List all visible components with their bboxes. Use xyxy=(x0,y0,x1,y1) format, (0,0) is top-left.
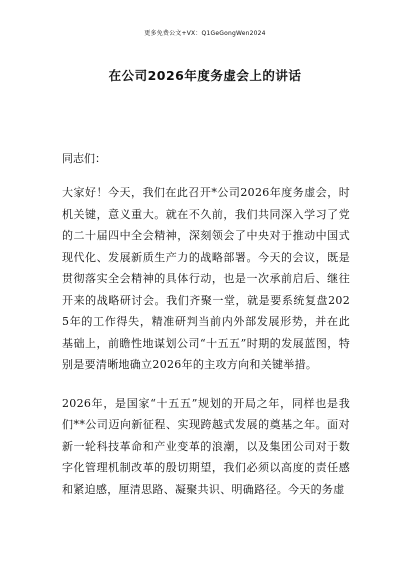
document-title: 在公司2026年度务虚会上的讲话 xyxy=(108,68,302,83)
paragraph: 2026年，是国家“十五五”规划的开局之年，同样也是我们**公司迈向新征程、实现跨越式发展的奠基之年。面对新一轮科技革命和产业变革的浪潮，以及集团公司对于数字化管理机制改革的殷切期望，我们必须以高度的责任感和紧迫感，厘清思路、凝聚共识、明确路径。今天的务虚 xyxy=(62,396,350,496)
document-body xyxy=(62,182,350,517)
salutation: 同志们： xyxy=(62,152,106,165)
header-note: 更多免费公文+VX：Q1GeGongWen2024 xyxy=(144,30,266,37)
paragraph: 大家好！今天，我们在此召开*公司2026年度务虚会，时机关键，意义重大。就在不久前，我们共同深入学习了党的二十届四中全会精神，深刻领会了中央对于推动中国式现代化、发展新质生产力的战略部署。今天的会议，既是贯彻落实全会精神的具体行动，也是一次承前启后、继往开来的战略研讨会。我们齐聚一堂，就是要系统复盘2025年的工作得失，精准研判当前内外部发展形势，并在此基础上，前瞻性地谋划公司“十五五”时期的发展蓝图，特别是要清晰地确立2026年的主攻方向和关键举措。 xyxy=(62,186,350,371)
